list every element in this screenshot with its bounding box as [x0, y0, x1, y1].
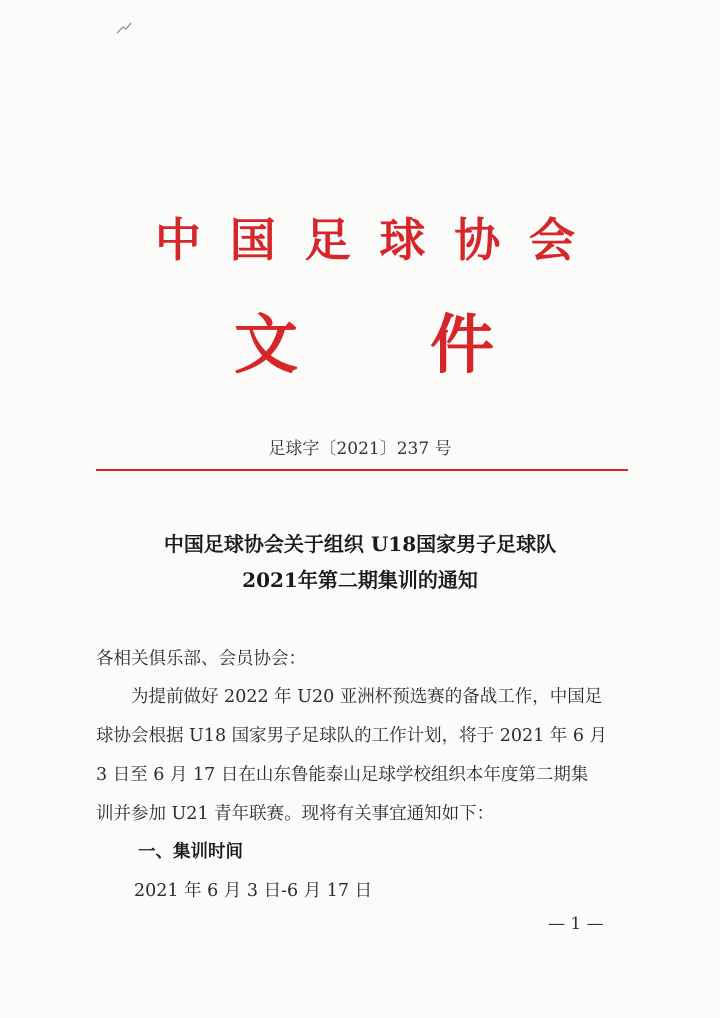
doc-char: 件	[430, 308, 494, 383]
org-char: 中	[155, 213, 201, 267]
document-title-line-1: 中国足球协会关于组织 U18国家男子足球队	[163, 532, 557, 556]
paragraph-line: 球协会根据 U18 国家男子足球队的工作计划，将于 2021 年 6 月	[96, 726, 608, 746]
paragraph-line: 3 日至 6 月 17 日在山东鲁能泰山足球学校组织本年度第二期集	[96, 765, 589, 785]
document-title-line-2: 2021年第二期集训的通知	[242, 568, 478, 592]
org-char: 会	[528, 213, 575, 267]
document-number: 足球字〔2021〕237 号	[268, 439, 452, 459]
org-char: 足	[304, 213, 351, 267]
section-heading: 一、集训时间	[138, 842, 243, 862]
document-type-label	[228, 308, 500, 384]
page-number: — 1 —	[548, 914, 604, 934]
pen-mark	[116, 22, 132, 34]
org-char: 球	[379, 213, 426, 267]
doc-char: 文	[234, 308, 298, 383]
paragraph-line: 训并参加 U21 青年联赛。现将有关事宜通知如下：	[96, 804, 495, 824]
paragraph-line: 为提前做好 2022 年 U20 亚洲杯预选赛的备战工作，中国足	[96, 687, 603, 707]
org-char: 协	[454, 213, 501, 267]
org-char: 国	[229, 213, 276, 267]
salutation: 各相关俱乐部、会员协会：	[96, 649, 306, 669]
issuing-organization	[150, 212, 580, 268]
section-text: 2021 年 6 月 3 日-6 月 17 日	[134, 881, 373, 901]
red-divider	[96, 469, 628, 471]
